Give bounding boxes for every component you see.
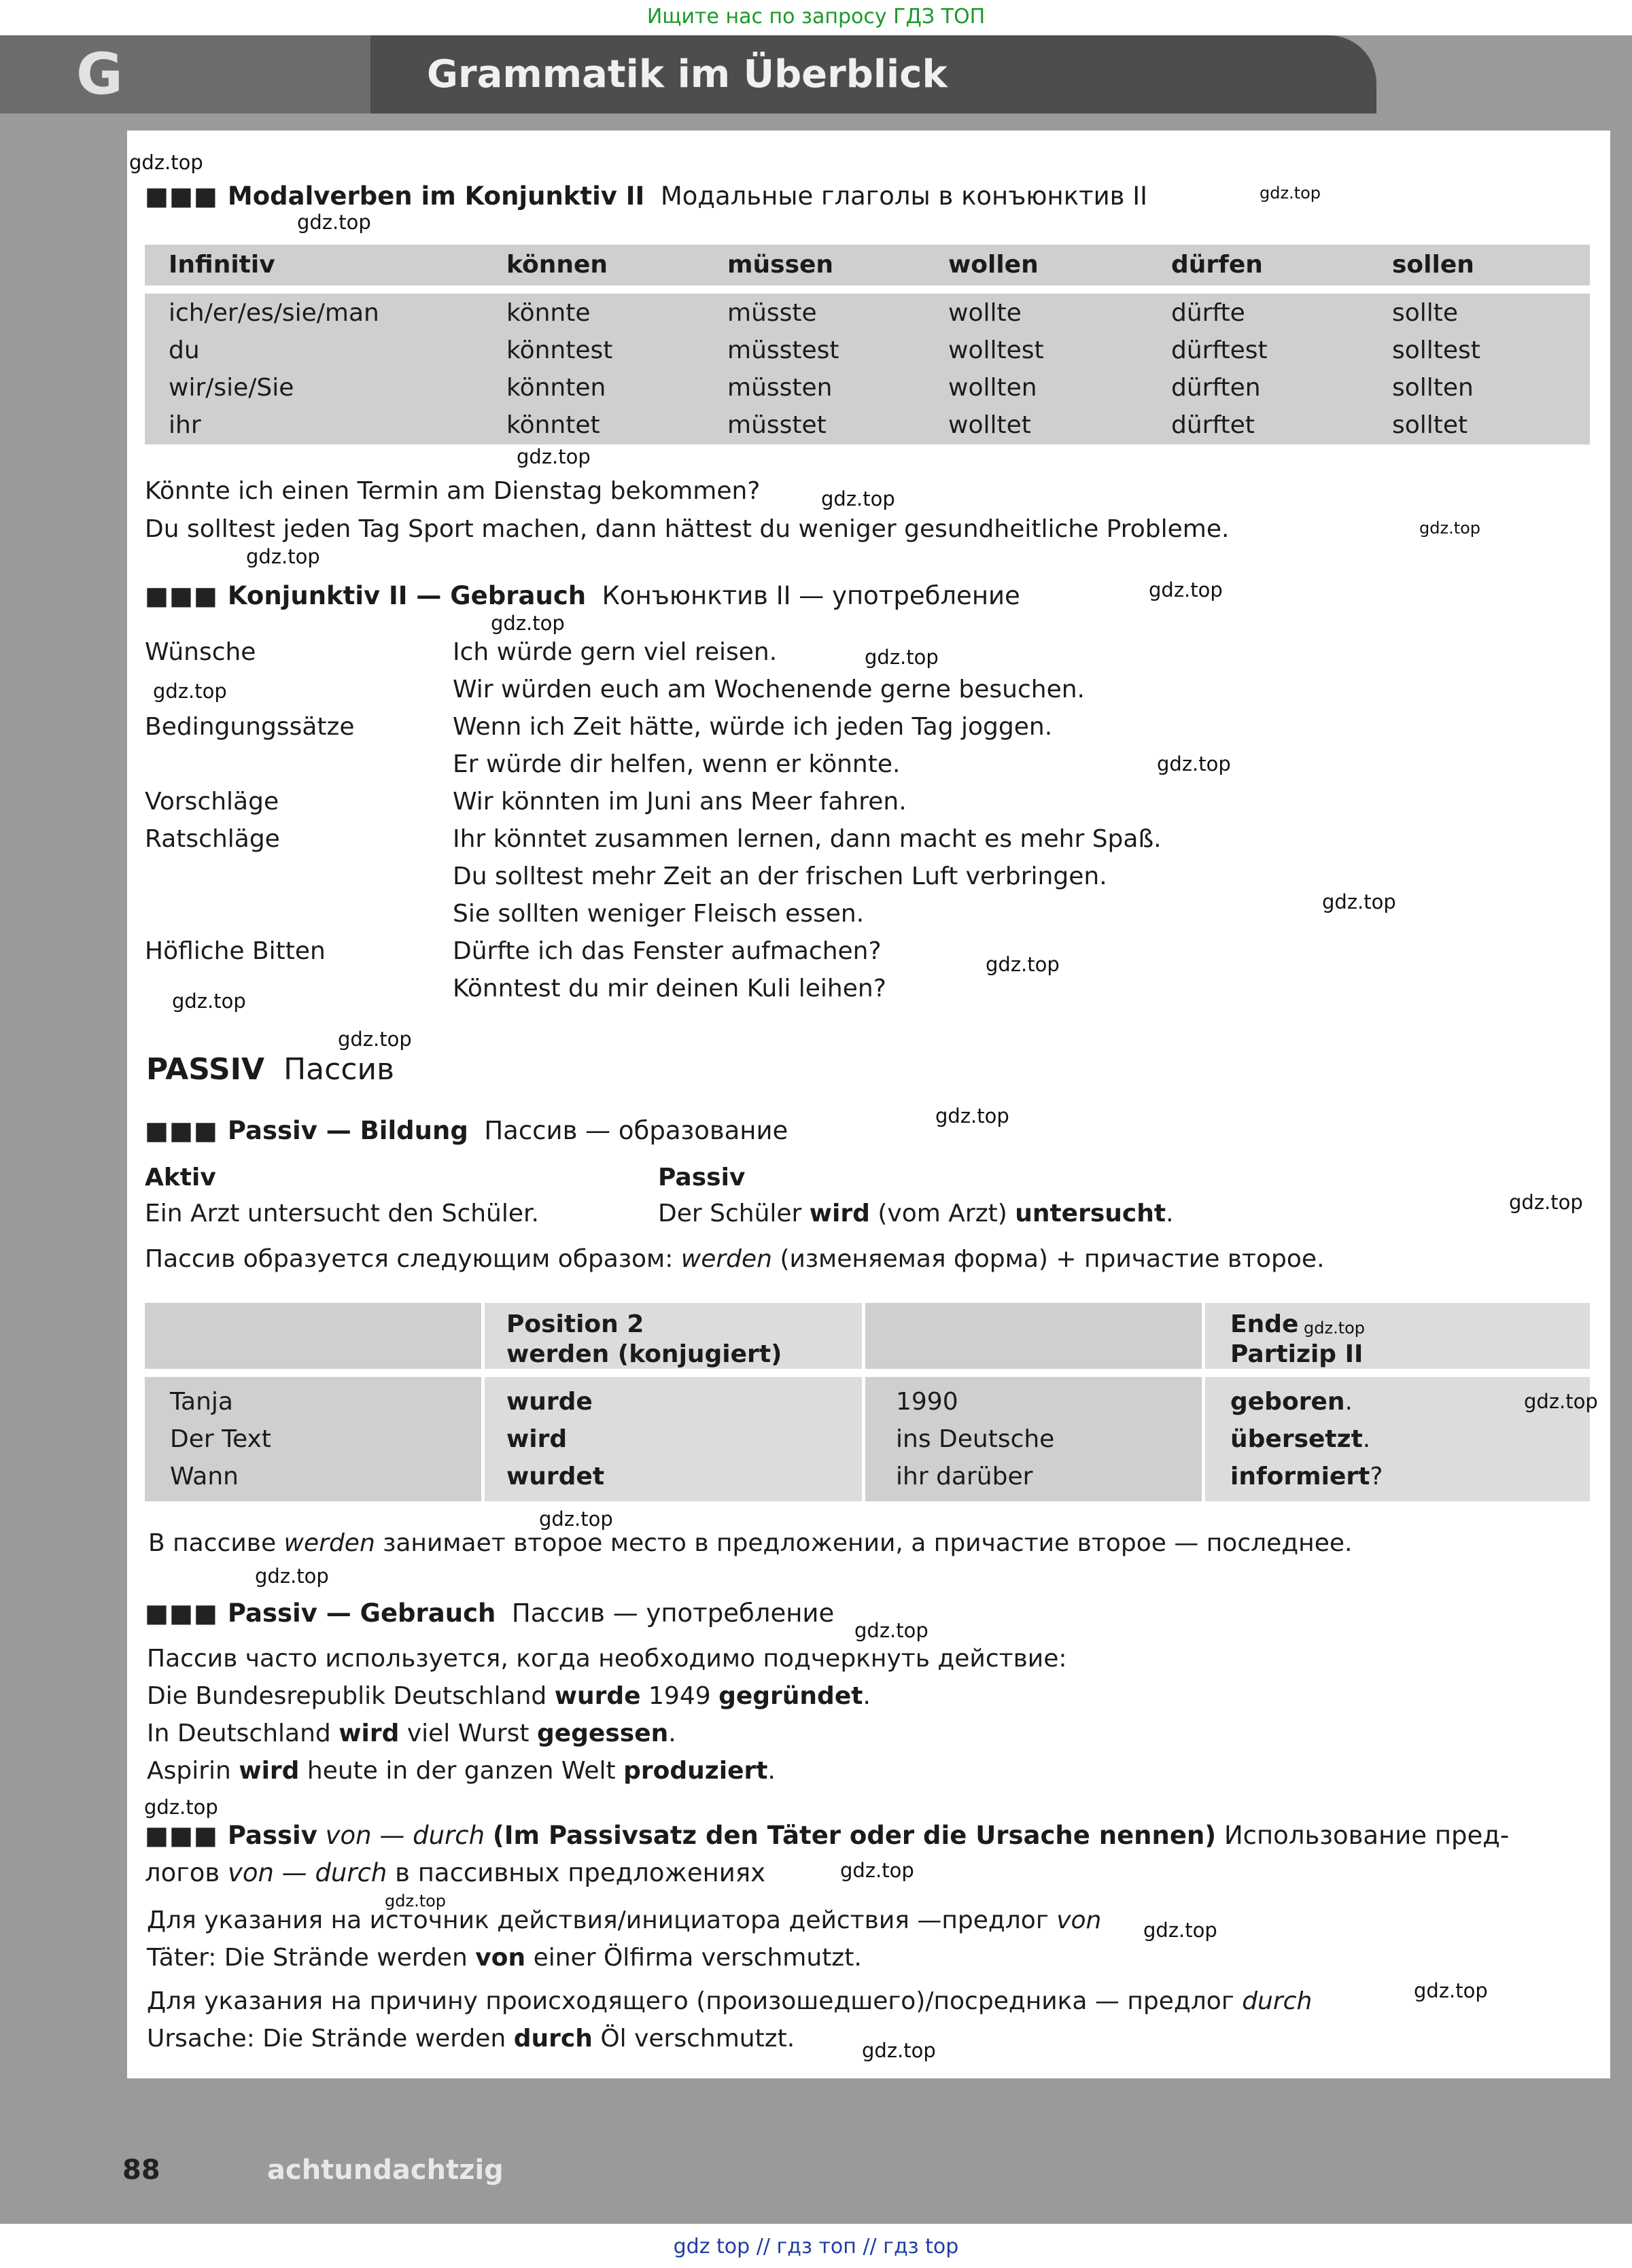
- example-sentence: Du solltest jeden Tag Sport machen, dann hättest du weniger gesundheitliche Probleme.: [145, 515, 1230, 543]
- watermark: gdz.top: [144, 1796, 218, 1819]
- text-part-bold: wird: [338, 1720, 400, 1747]
- text-part: Die Bundesrepublik Deutschland: [147, 1682, 547, 1710]
- text-part: einer Ölfirma verschmutzt.: [533, 1944, 862, 1972]
- text-part-bold: produziert: [623, 1757, 768, 1785]
- usage-label: Wünsche: [145, 638, 256, 666]
- bottom-banner: gdz top // гдз топ // гдз top: [0, 2228, 1632, 2268]
- bildung-title-ru: Пассив — образование: [484, 1116, 788, 1145]
- table-header-cell: müssen: [727, 251, 834, 279]
- text-part-bold: untersucht: [1015, 1200, 1166, 1227]
- text-part: .: [1344, 1388, 1353, 1416]
- text-part-bold: durch: [513, 2025, 593, 2053]
- squares-icon: ■■■: [145, 1599, 218, 1628]
- table-header-cell: können: [506, 251, 608, 279]
- text-part: ?: [1370, 1463, 1383, 1490]
- table-cell: [1230, 1461, 1383, 1493]
- usage-example: Wenn ich Zeit hätte, würde ich jeden Tag joggen.: [453, 713, 1053, 741]
- usage-example: Ihr könntet zusammen lernen, dann macht es mehr Spaß.: [453, 825, 1162, 853]
- text-part-bold: übersetzt: [1230, 1425, 1363, 1453]
- squares-icon: ■■■: [145, 1821, 218, 1850]
- table-cell: solltest: [1392, 336, 1480, 364]
- text-part-italic: werden: [283, 1529, 375, 1557]
- usage-label: Bedingungssätze: [145, 713, 355, 741]
- usage-example: Du solltest mehr Zeit an der frischen Luft verbringen.: [453, 862, 1107, 890]
- squares-icon: ■■■: [145, 1116, 218, 1145]
- durch-example: [147, 2023, 795, 2055]
- watermark: gdz.top: [385, 1891, 447, 1911]
- passiv-gebrauch-title-de: Passiv — Gebrauch: [227, 1599, 496, 1628]
- table-cell: ihr darüber: [896, 1463, 1033, 1490]
- watermark: gdz.top: [1414, 1979, 1488, 2002]
- text-part: В пассиве: [148, 1529, 277, 1557]
- header-left-block: [0, 35, 370, 114]
- modal-title-de: Modalverben im Konjunktiv II: [227, 181, 645, 211]
- vondurch-heading-line2: [145, 1857, 765, 1889]
- bildung-heading: [145, 1115, 788, 1147]
- modal-table-header-bar: [145, 245, 1590, 285]
- watermark: gdz.top: [1260, 184, 1321, 203]
- text-part: .: [767, 1757, 776, 1785]
- table-cell: wollten: [948, 374, 1037, 402]
- section-letter: G: [76, 41, 123, 107]
- page-title: Grammatik im Überblick: [427, 52, 948, 97]
- table-header-cell: werden (konjugiert): [506, 1340, 782, 1368]
- bildung-rule: [145, 1244, 1325, 1275]
- table-cell: wir/sie/Sie: [169, 374, 294, 402]
- table-cell: ins Deutsche: [896, 1425, 1055, 1453]
- table-header-cell: Infinitiv: [169, 251, 275, 279]
- table-header-cell: Partizip II: [1230, 1340, 1364, 1368]
- table-cell: müssten: [727, 374, 833, 402]
- table-cell: ich/er/es/sie/man: [169, 299, 379, 327]
- text-part: Öl verschmutzt.: [600, 2025, 795, 2053]
- watermark: gdz.top: [1143, 1919, 1217, 1942]
- text-part: .: [1166, 1200, 1174, 1227]
- table-cell: könntet: [506, 411, 600, 439]
- table-cell: könnten: [506, 374, 606, 402]
- text-part-bold: wurde: [554, 1682, 641, 1710]
- watermark: gdz.top: [129, 151, 203, 174]
- gebrauch-title-de: Konjunktiv II — Gebrauch: [227, 581, 587, 610]
- text-part: Для указания на источник действия/инициатора действия —предлог: [147, 1906, 1049, 1934]
- usage-label: Höfliche Bitten: [145, 937, 326, 965]
- watermark: gdz.top: [986, 953, 1060, 976]
- usage-label: Ratschläge: [145, 825, 280, 853]
- table-cell: wolltest: [948, 336, 1044, 364]
- watermark: gdz.top: [517, 445, 591, 468]
- page-number: 88: [122, 2154, 160, 2186]
- top-banner: Ищите нас по запросу ГДЗ ТОП: [646, 5, 986, 29]
- passiv-table-bar: [145, 1303, 481, 1369]
- table-header-cell: wollen: [948, 251, 1039, 279]
- text-part: .: [668, 1720, 676, 1747]
- text-part-italic: von — durch: [325, 1821, 485, 1850]
- table-cell: [1230, 1424, 1370, 1455]
- passiv-gebrauch-title-ru: Пассив — употребление: [511, 1599, 835, 1628]
- watermark: gdz.top: [338, 1028, 412, 1051]
- usage-label: Vorschläge: [145, 788, 279, 816]
- text-part-bold: gegessen: [536, 1720, 669, 1747]
- usage-example: Wir würden euch am Wochenende gerne besuchen.: [453, 676, 1085, 703]
- text-part: (изменяемая форма) + причастие второе.: [780, 1245, 1325, 1273]
- watermark: gdz.top: [1157, 752, 1231, 775]
- text-part-bold: wird: [239, 1757, 300, 1785]
- bildung-note: [148, 1528, 1352, 1559]
- passiv-title-ru: Пассив: [283, 1052, 395, 1087]
- modal-title-ru: Модальные глаголы в конъюнктив II: [660, 181, 1148, 211]
- watermark: gdz.top: [1304, 1319, 1366, 1338]
- table-cell: dürftest: [1171, 336, 1268, 364]
- text-part: 1949: [648, 1682, 711, 1710]
- text-part-bold: Passiv: [227, 1821, 317, 1850]
- page-number-word: achtundachtzig: [267, 2154, 504, 2186]
- text-part-italic: von — durch: [227, 1858, 387, 1887]
- passiv-example: [147, 1681, 871, 1712]
- usage-example: Sie sollten weniger Fleisch essen.: [453, 900, 865, 928]
- text-part-italic: werden: [680, 1245, 772, 1273]
- text-part: viel Wurst: [406, 1720, 529, 1747]
- text-part: .: [863, 1682, 871, 1710]
- text-part: Использование пред-: [1223, 1821, 1510, 1850]
- text-part-bold: gegründet: [718, 1682, 863, 1710]
- table-cell: dürften: [1171, 374, 1261, 402]
- watermark: gdz.top: [865, 646, 939, 669]
- text-part: Aspirin: [147, 1757, 231, 1785]
- table-cell: sollte: [1392, 299, 1459, 327]
- text-part-bold: geboren: [1230, 1388, 1345, 1416]
- watermark: gdz.top: [246, 545, 320, 568]
- text-part: .: [1362, 1425, 1371, 1453]
- table-cell: 1990: [896, 1388, 958, 1416]
- table-cell: wollte: [948, 299, 1022, 327]
- table-cell: du: [169, 336, 200, 364]
- table-header-cell: Ende: [1230, 1310, 1299, 1338]
- watermark: gdz.top: [854, 1619, 928, 1642]
- watermark: gdz.top: [255, 1565, 329, 1588]
- usage-example: Ich würde gern viel reisen.: [453, 638, 778, 666]
- gebrauch-title-ru: Конъюнктив II — употребление: [602, 581, 1020, 610]
- usage-example: Könntest du mir deinen Kuli leihen?: [453, 975, 886, 1002]
- von-note: [147, 1905, 1101, 1936]
- text-part: (vom Arzt): [878, 1200, 1007, 1227]
- aktiv-label: Aktiv: [145, 1164, 216, 1191]
- text-part: Der Schüler: [658, 1200, 802, 1227]
- text-part: Для указания на причину происходящего (произошедшего)/посредника — предлог: [147, 1987, 1234, 2015]
- example-sentence: Könnte ich einen Termin am Dienstag bekommen?: [145, 477, 761, 505]
- passiv-label: Passiv: [658, 1164, 746, 1191]
- table-cell: müsstet: [727, 411, 827, 439]
- table-header-cell: Position 2: [506, 1310, 644, 1338]
- modal-heading: [145, 180, 1147, 213]
- table-cell: könntest: [506, 336, 613, 364]
- usage-example: Wir könnten im Juni ans Meer fahren.: [453, 788, 907, 816]
- watermark: gdz.top: [1322, 890, 1396, 913]
- watermark: gdz.top: [172, 990, 246, 1013]
- text-part-bold: (Im Passivsatz den Täter oder die Ursache nennen): [492, 1821, 1217, 1850]
- table-cell: sollten: [1392, 374, 1474, 402]
- watermark: gdz.top: [1419, 519, 1481, 538]
- usage-example: Er würde dir helfen, wenn er könnte.: [453, 750, 901, 778]
- passiv-heading: [146, 1053, 394, 1086]
- passiv-example: [147, 1756, 776, 1787]
- text-part-italic: durch: [1242, 1987, 1313, 2015]
- gebrauch-heading: [145, 580, 1020, 612]
- aktiv-example: Ein Arzt untersucht den Schüler.: [145, 1200, 539, 1227]
- durch-note: [147, 1986, 1312, 2017]
- table-cell: wird: [506, 1425, 568, 1453]
- text-part: Ursache: Die Strände werden: [147, 2025, 506, 2053]
- passiv-gebrauch-heading: [145, 1597, 834, 1630]
- text-part: Täter: Die Strände werden: [147, 1944, 468, 1972]
- text-part: логов: [145, 1858, 220, 1887]
- watermark: gdz.top: [153, 680, 227, 703]
- passiv-example: [658, 1198, 1174, 1229]
- passiv-gebrauch-intro: Пассив часто используется, когда необходимо подчеркнуть действие:: [147, 1645, 1067, 1673]
- watermark: gdz.top: [1509, 1191, 1583, 1214]
- table-cell: könnte: [506, 299, 591, 327]
- vondurch-heading-line1: [145, 1819, 1509, 1852]
- watermark: gdz.top: [297, 211, 371, 234]
- watermark: gdz.top: [491, 612, 565, 635]
- text-part: в пассивных предложениях: [395, 1858, 765, 1887]
- passiv-example: [147, 1718, 676, 1749]
- table-cell: dürfte: [1171, 299, 1245, 327]
- table-cell: ihr: [169, 411, 201, 439]
- table-cell: wolltet: [948, 411, 1031, 439]
- table-cell: wurde: [506, 1388, 593, 1416]
- watermark: gdz.top: [935, 1104, 1009, 1128]
- table-cell: Wann: [170, 1463, 239, 1490]
- squares-icon: ■■■: [145, 181, 218, 211]
- watermark: gdz.top: [840, 1859, 914, 1882]
- table-cell: dürftet: [1171, 411, 1255, 439]
- watermark: gdz.top: [1524, 1390, 1598, 1413]
- table-cell: solltet: [1392, 411, 1468, 439]
- text-part-italic: von: [1056, 1906, 1102, 1934]
- table-cell: wurdet: [506, 1463, 605, 1490]
- text-part: Пассив образуется следующим образом:: [145, 1245, 674, 1273]
- passiv-title-de: PASSIV: [146, 1052, 265, 1087]
- passiv-table-bar: [865, 1303, 1202, 1369]
- bildung-title-de: Passiv — Bildung: [227, 1116, 468, 1145]
- table-cell: Der Text: [170, 1425, 271, 1453]
- text-part-bold: von: [475, 1944, 526, 1972]
- table-cell: müsstest: [727, 336, 839, 364]
- text-part: heute in der ganzen Welt: [307, 1757, 616, 1785]
- watermark: gdz.top: [862, 2039, 936, 2062]
- table-cell: Tanja: [170, 1388, 233, 1416]
- von-example: [147, 1942, 862, 1974]
- watermark: gdz.top: [539, 1507, 613, 1531]
- text-part-bold: wird: [809, 1200, 870, 1227]
- squares-icon: ■■■: [145, 581, 218, 610]
- table-cell: müsste: [727, 299, 817, 327]
- text-part-bold: informiert: [1230, 1463, 1370, 1490]
- watermark: gdz.top: [1149, 578, 1223, 601]
- table-cell: [1230, 1386, 1353, 1418]
- watermark: gdz.top: [821, 487, 895, 510]
- table-header-cell: dürfen: [1171, 251, 1263, 279]
- usage-example: Dürfte ich das Fenster aufmachen?: [453, 937, 882, 965]
- text-part: занимает второе место в предложении, а причастие второе — последнее.: [383, 1529, 1353, 1557]
- table-header-cell: sollen: [1392, 251, 1474, 279]
- text-part: In Deutschland: [147, 1720, 331, 1747]
